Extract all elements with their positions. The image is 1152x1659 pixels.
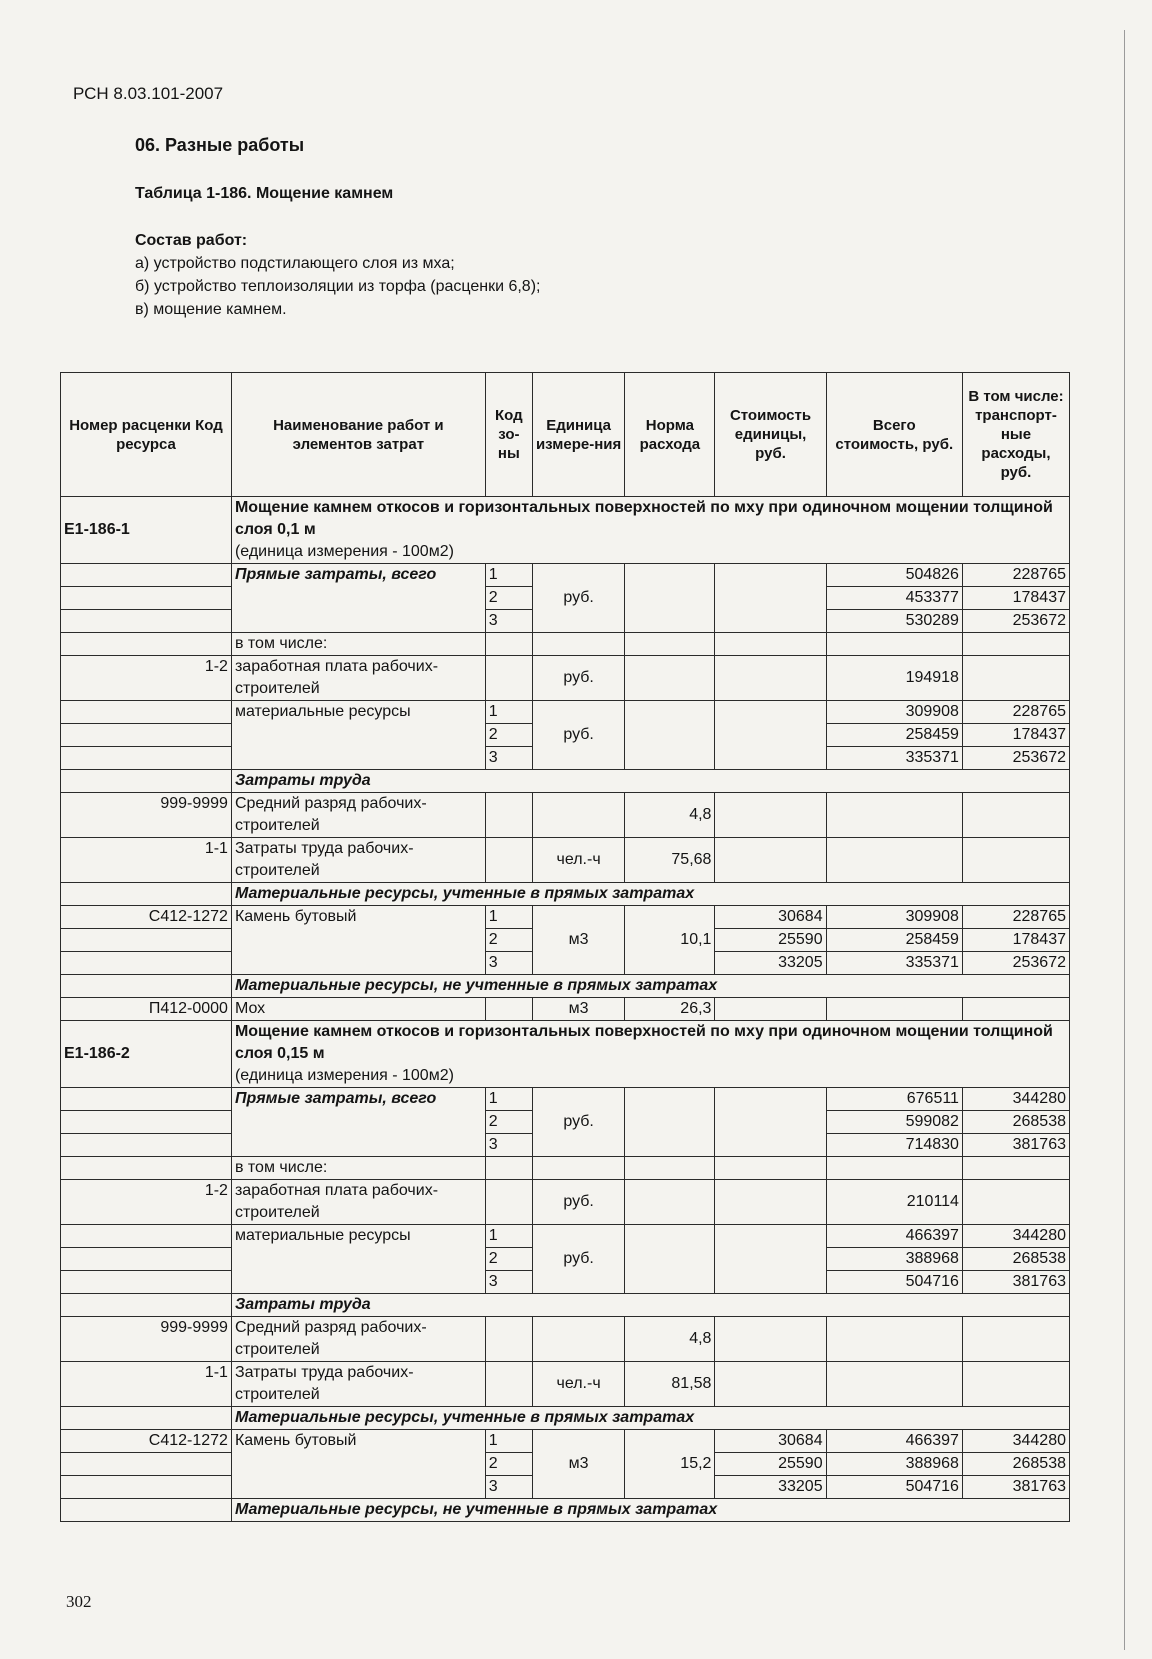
document-code-header: РСН 8.03.101-2007 bbox=[73, 84, 224, 103]
including-label: в том числе: bbox=[231, 1157, 485, 1180]
zone-cell: 3 bbox=[485, 747, 532, 770]
total-cell: 388968 bbox=[826, 1248, 962, 1271]
cell-empty bbox=[715, 564, 826, 633]
column-header: Единица измере-ния bbox=[532, 373, 624, 497]
transport-cell: 344280 bbox=[962, 1430, 1069, 1453]
table-row bbox=[61, 1407, 1070, 1430]
norm-cell: 15,2 bbox=[625, 1430, 715, 1499]
table-row bbox=[61, 793, 1070, 838]
total-cell: 676511 bbox=[826, 1088, 962, 1111]
table-row bbox=[61, 975, 1070, 998]
table-row bbox=[61, 656, 1070, 701]
table-row bbox=[61, 1294, 1070, 1317]
section-title: 06. Разные работы bbox=[135, 135, 305, 155]
materials-included-heading: Материальные ресурсы, учтенные в прямых затратах bbox=[231, 883, 1069, 906]
total-cell: 714830 bbox=[826, 1134, 962, 1157]
unit-cell: руб. bbox=[532, 656, 624, 701]
table-row bbox=[61, 564, 1070, 587]
direct-costs-label: Прямые затраты, всего bbox=[231, 564, 485, 633]
table-row bbox=[61, 1430, 1070, 1453]
cell-empty bbox=[61, 587, 232, 610]
resource-code: П412-0000 bbox=[61, 998, 232, 1021]
total-cell: 258459 bbox=[826, 724, 962, 747]
zone-cell: 3 bbox=[485, 952, 532, 975]
total-cell: 194918 bbox=[826, 656, 962, 701]
resource-code: 999-9999 bbox=[61, 1317, 232, 1362]
resource-code: С412-1272 bbox=[61, 906, 232, 929]
unit-cell: чел.-ч bbox=[532, 838, 624, 883]
unit-cell: м3 bbox=[532, 1430, 624, 1499]
materials-excluded-heading: Материальные ресурсы, не учтенные в прямых затратах bbox=[231, 1499, 1069, 1522]
zone-cell: 2 bbox=[485, 724, 532, 747]
resource-code: 1-2 bbox=[61, 1180, 232, 1225]
item-name: заработная плата рабочих-строителей bbox=[231, 656, 485, 701]
resource-code: С412-1272 bbox=[61, 1430, 232, 1453]
transport-cell: 253672 bbox=[962, 610, 1069, 633]
column-header: Номер расценки Код ресурса bbox=[61, 373, 232, 497]
cell-empty bbox=[61, 610, 232, 633]
transport-cell: 178437 bbox=[962, 929, 1069, 952]
table-row bbox=[61, 838, 1070, 883]
labor-heading: Затраты труда bbox=[231, 770, 1069, 793]
unit-cell: руб. bbox=[532, 564, 624, 633]
resource-code: 999-9999 bbox=[61, 793, 232, 838]
transport-cell: 253672 bbox=[962, 952, 1069, 975]
transport-cell: 381763 bbox=[962, 1476, 1069, 1499]
norm-cell: 81,58 bbox=[625, 1362, 715, 1407]
transport-cell: 178437 bbox=[962, 587, 1069, 610]
transport-cell: 268538 bbox=[962, 1453, 1069, 1476]
column-header: Код зо-ны bbox=[485, 373, 532, 497]
work-composition-heading: Состав работ: bbox=[135, 232, 248, 249]
norm-cell: 75,68 bbox=[625, 838, 715, 883]
rate-block bbox=[61, 1021, 1070, 1522]
price-cell: 30684 bbox=[715, 1430, 826, 1453]
price-cell: 30684 bbox=[715, 906, 826, 929]
column-header: Наименование работ и элементов затрат bbox=[231, 373, 485, 497]
zone-cell: 3 bbox=[485, 1271, 532, 1294]
transport-cell: 381763 bbox=[962, 1271, 1069, 1294]
transport-cell: 381763 bbox=[962, 1134, 1069, 1157]
resource-code: 1-1 bbox=[61, 838, 232, 883]
cell-empty bbox=[61, 701, 232, 724]
rate-title bbox=[231, 1021, 1069, 1088]
column-header: В том числе: транспорт-ные расходы, руб. bbox=[962, 373, 1069, 497]
table-row bbox=[61, 633, 1070, 656]
item-name: Средний разряд рабочих-строителей bbox=[231, 793, 485, 838]
transport-cell: 228765 bbox=[962, 906, 1069, 929]
item-name: Средний разряд рабочих-строителей bbox=[231, 1317, 485, 1362]
rate-title-text: Мощение камнем откосов и горизонтальных поверхностей по мху при одиночном мощении толщиной слоя 0,1 м bbox=[234, 499, 1053, 538]
norm-cell: 4,8 bbox=[625, 793, 715, 838]
transport-cell: 268538 bbox=[962, 1248, 1069, 1271]
transport-cell: 228765 bbox=[962, 564, 1069, 587]
price-cell: 25590 bbox=[715, 1453, 826, 1476]
table-row bbox=[61, 1362, 1070, 1407]
total-cell: 466397 bbox=[826, 1430, 962, 1453]
zone-cell: 2 bbox=[485, 1453, 532, 1476]
work-item: в) мощение камнем. bbox=[135, 301, 287, 318]
total-cell: 258459 bbox=[826, 929, 962, 952]
work-item: б) устройство теплоизоляции из торфа (расценки 6,8); bbox=[135, 278, 541, 295]
transport-cell: 228765 bbox=[962, 701, 1069, 724]
zone-cell: 3 bbox=[485, 610, 532, 633]
table-row bbox=[61, 1180, 1070, 1225]
cell-empty bbox=[61, 564, 232, 587]
norm-cell: 26,3 bbox=[625, 998, 715, 1021]
price-cell: 33205 bbox=[715, 1476, 826, 1499]
unit-cell: чел.-ч bbox=[532, 1362, 624, 1407]
resource-code: 1-2 bbox=[61, 656, 232, 701]
total-cell: 504716 bbox=[826, 1476, 962, 1499]
price-cell: 25590 bbox=[715, 929, 826, 952]
total-cell: 504826 bbox=[826, 564, 962, 587]
zone-cell: 1 bbox=[485, 701, 532, 724]
work-item: а) устройство подстилающего слоя из мха; bbox=[135, 255, 455, 272]
labor-heading: Затраты труда bbox=[231, 1294, 1069, 1317]
zone-cell: 3 bbox=[485, 1476, 532, 1499]
item-name: Мох bbox=[231, 998, 485, 1021]
column-header: Норма расхода bbox=[625, 373, 715, 497]
rate-unit-line: (единица измерения - 100м2) bbox=[234, 543, 454, 560]
cell-empty bbox=[625, 564, 715, 633]
item-name: Затраты труда рабочих-строителей bbox=[231, 838, 485, 883]
total-cell: 599082 bbox=[826, 1111, 962, 1134]
transport-cell: 344280 bbox=[962, 1225, 1069, 1248]
rate-code: Е1-186-2 bbox=[61, 1021, 232, 1088]
rate-block bbox=[61, 497, 1070, 1021]
materials-excluded-heading: Материальные ресурсы, не учтенные в прямых затратах bbox=[231, 975, 1069, 998]
item-name: Затраты труда рабочих-строителей bbox=[231, 1362, 485, 1407]
total-cell: 309908 bbox=[826, 701, 962, 724]
table-row bbox=[61, 1088, 1070, 1111]
item-name: Камень бутовый bbox=[231, 906, 485, 975]
table-row bbox=[61, 1317, 1070, 1362]
rate-title-text: Мощение камнем откосов и горизонтальных поверхностей по мху при одиночном мощении толщиной слоя 0,15 м bbox=[234, 1023, 1053, 1062]
zone-cell: 3 bbox=[485, 1134, 532, 1157]
table-title: Таблица 1-186. Мощение камнем bbox=[135, 185, 394, 202]
zone-cell: 1 bbox=[485, 1088, 532, 1111]
zone-cell: 1 bbox=[485, 1430, 532, 1453]
column-header: Стоимость единицы, руб. bbox=[715, 373, 826, 497]
unit-cell: руб. bbox=[532, 701, 624, 770]
rate-title-row bbox=[61, 1021, 1070, 1088]
zone-cell: 2 bbox=[485, 1111, 532, 1134]
zone-cell: 2 bbox=[485, 929, 532, 952]
transport-cell: 253672 bbox=[962, 747, 1069, 770]
zone-cell: 2 bbox=[485, 1248, 532, 1271]
norm-cell: 4,8 bbox=[625, 1317, 715, 1362]
zone-cell: 1 bbox=[485, 1225, 532, 1248]
unit-cell: руб. bbox=[532, 1225, 624, 1294]
total-cell: 335371 bbox=[826, 952, 962, 975]
total-cell: 466397 bbox=[826, 1225, 962, 1248]
rates-table bbox=[60, 372, 1070, 1522]
zone-cell: 2 bbox=[485, 587, 532, 610]
column-header: Всего стоимость, руб. bbox=[826, 373, 962, 497]
zone-cell: 1 bbox=[485, 906, 532, 929]
cell-empty bbox=[61, 633, 232, 656]
total-cell: 335371 bbox=[826, 747, 962, 770]
rate-title bbox=[231, 497, 1069, 564]
unit-cell: м3 bbox=[532, 906, 624, 975]
table-row bbox=[61, 770, 1070, 793]
item-name: Камень бутовый bbox=[231, 1430, 485, 1499]
transport-cell: 178437 bbox=[962, 724, 1069, 747]
rate-title-row bbox=[61, 497, 1070, 564]
table-row bbox=[61, 701, 1070, 724]
total-cell: 388968 bbox=[826, 1453, 962, 1476]
table-row bbox=[61, 906, 1070, 929]
table-row bbox=[61, 1225, 1070, 1248]
direct-costs-label: Прямые затраты, всего bbox=[231, 1088, 485, 1157]
unit-cell: руб. bbox=[532, 1180, 624, 1225]
total-cell: 504716 bbox=[826, 1271, 962, 1294]
transport-cell: 268538 bbox=[962, 1111, 1069, 1134]
including-label: в том числе: bbox=[231, 633, 485, 656]
table-row bbox=[61, 998, 1070, 1021]
total-cell: 453377 bbox=[826, 587, 962, 610]
item-name: материальные ресурсы bbox=[231, 1225, 485, 1294]
rate-code: Е1-186-1 bbox=[61, 497, 232, 564]
table-row bbox=[61, 1499, 1070, 1522]
zone-cell: 1 bbox=[485, 564, 532, 587]
item-name: материальные ресурсы bbox=[231, 701, 485, 770]
table-row bbox=[61, 1157, 1070, 1180]
resource-code: 1-1 bbox=[61, 1362, 232, 1407]
price-cell: 33205 bbox=[715, 952, 826, 975]
total-cell: 210114 bbox=[826, 1180, 962, 1225]
total-cell: 309908 bbox=[826, 906, 962, 929]
transport-cell: 344280 bbox=[962, 1088, 1069, 1111]
materials-included-heading: Материальные ресурсы, учтенные в прямых затратах bbox=[231, 1407, 1069, 1430]
total-cell: 530289 bbox=[826, 610, 962, 633]
page-edge-rule bbox=[1124, 30, 1125, 1650]
norm-cell: 10,1 bbox=[625, 906, 715, 975]
unit-cell: руб. bbox=[532, 1088, 624, 1157]
page-number: 302 bbox=[66, 1592, 92, 1611]
table-row bbox=[61, 883, 1070, 906]
rate-unit-line: (единица измерения - 100м2) bbox=[234, 1067, 454, 1084]
item-name: заработная плата рабочих-строителей bbox=[231, 1180, 485, 1225]
unit-cell: м3 bbox=[532, 998, 624, 1021]
